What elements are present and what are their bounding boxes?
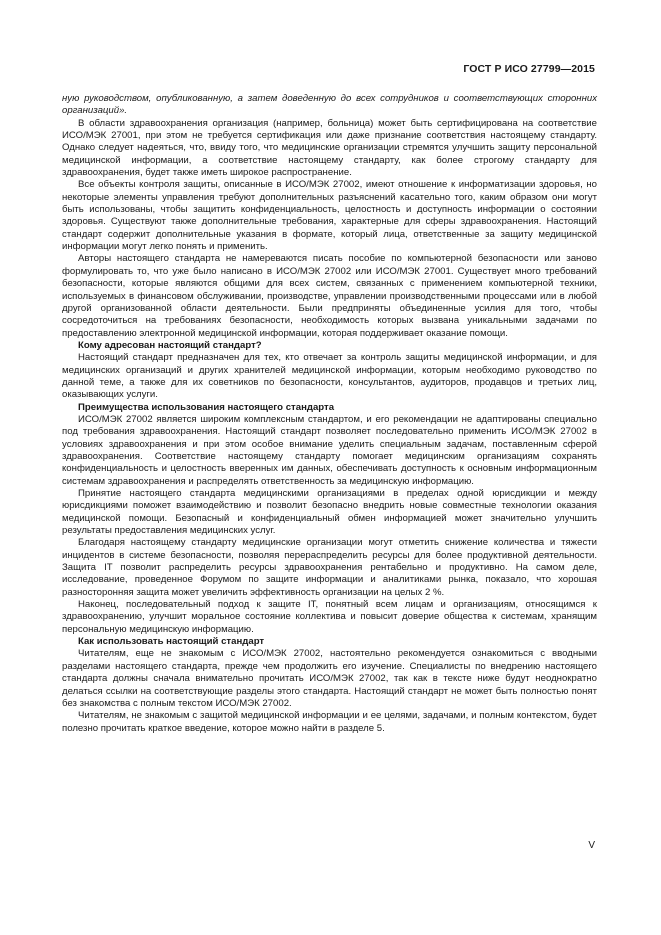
paragraph: Читателям, еще не знакомым с ИСО/МЭК 27002, настоятельно рекомендуется ознакомиться с вводными разделами настоящего стандарта, прежде чем продолжить его изучение. Специалисты по внедрению настоящего стандарта должны сначала внимательно прочитать ИСО/МЭК 27002, так как в тексте ниже будут неоднократно делаться ссылки на соответствующие разделы этого стандарта. Настоящий стандарт не может быть полностью понят без знакомства с полным текстом ИСО/МЭК 27002. [62, 648, 597, 709]
section-heading-audience: Кому адресован настоящий стандарт? [78, 339, 262, 351]
section-heading-benefits: Преимущества использования настоящего стандарта [78, 401, 335, 413]
page-number: V [588, 840, 595, 851]
paragraph: Благодаря настоящему стандарту медицинские организации могут отметить снижение количества и тяжести инцидентов в системе безопасности, позволяя перераспределить ресурсы для более продуктивной деятельности. Защита IT позволит распределить ресурсы здравоохранения рентабельно и продуктивно. На самом деле, исследование, проведенное Форумом по защите информации и аналитиками рынка, показало, что хорошая разносторонняя защита может увеличить эффективность организации на целых 2 %. [62, 537, 597, 598]
paragraph: Все объекты контроля защиты, описанные в ИСО/МЭК 27002, имеют отношение к информатизации здоровья, но некоторые элементы управления требуют дополнительных разъяснений касательно того, каким образом они могут быть использованы, чтобы защитить конфиденциальность, целостность и доступность информации о состоянии здоровья. Существуют также дополнительные требования, характерные для сферы здравоохранения. Настоящий стандарт содержит дополнительные указания в формате, который лица, ответственные за защиту медицинской информации могут легко понять и применить. [62, 179, 597, 253]
paragraph: ИСО/МЭК 27002 является широким комплексным стандартом, и его рекомендации не адаптированы специально под требования здравоохранения. Настоящий стандарт позволяет последовательно применить ИСО/МЭК 27002 в условиях здравоохранения и при этом особое внимание уделить специальным задачам, поставленным сферой здравоохранения. Соответствие настоящему стандарту помогает медицинским организациям сохранять конфиденциальность и целостность вверенных им данных, обеспечивать доступность к основным информационным системам здравоохранения и распределять ответственность за медицинскую информацию. [62, 413, 597, 487]
document-standard-header: ГОСТ Р ИСО 27799—2015 [463, 63, 595, 75]
paragraph: Читателям, не знакомым с защитой медицинской информации и ее целями, задачами, и полным контекстом, будет полезно прочитать краткое введение, которое можно найти в разделе 5. [62, 710, 597, 734]
paragraph: Наконец, последовательный подход к защите IT, понятный всем лицам и организациям, относящимся к здравоохранению, улучшит моральное состояние коллектива и повысит доверие общества к системам, хранящим персональную медицинскую информацию. [62, 599, 597, 635]
paragraph-continuation: ную руководством, опубликованную, а затем доведенную до всех сотрудников и соответствующих сторонних организаций». [62, 93, 597, 117]
section-heading-usage: Как использовать настоящий стандарт [78, 636, 265, 648]
page-body [62, 93, 597, 735]
paragraph: Настоящий стандарт предназначен для тех, кто отвечает за контроль защиты медицинской информации, и для медицинских организаций и других хранителей медицинской информации, которым необходимо руководство по данной теме, а также для их советников по безопасности, консультантов, аудиторов, продавцов и третьих лиц, оказывающих услуги. [62, 352, 597, 401]
paragraph: Авторы настоящего стандарта не намереваются писать пособие по компьютерной безопасности или заново формулировать то, что уже было написано в ИСО/МЭК 27002 или ИСО/МЭК 27001. Существует много требований безопасности, которые являются общими для всех систем, связанных с применением компьютерной техники, используемых в финансовом обслуживании, производстве, управлении производственными процессами или в любой другой организованной области деятельности. Были предприняты объединенные усилия для того, чтобы сосредоточиться на требованиях безопасности, необходимость которых вызвана уникальными задачами по предоставлению электронной медицинской информации, которая поддерживает оказание помощи. [62, 253, 597, 339]
paragraph: В области здравоохранения организация (например, больница) может быть сертифицирована на соответствие ИСО/МЭК 27001, при этом не требуется сертификация или даже признание соответствия настоящему стандарту. Однако следует надеяться, что, ввиду того, что медицинские организации стремятся улучшить защиту персональной медицинской информации, а соответствие настоящему стандарту, как более строгому стандарту для здравоохранения, будет также иметь широкое распространение. [62, 117, 597, 179]
paragraph: Принятие настоящего стандарта медицинскими организациями в пределах одной юрисдикции и между юрисдикциями поможет взаимодействию и позволит безопасно внедрить новые совместные технологии оказания медицинской помощи. Безопасный и конфиденциальный обмен информацией может значительно улучшить результаты предоставления медицинских услуг. [62, 488, 597, 537]
